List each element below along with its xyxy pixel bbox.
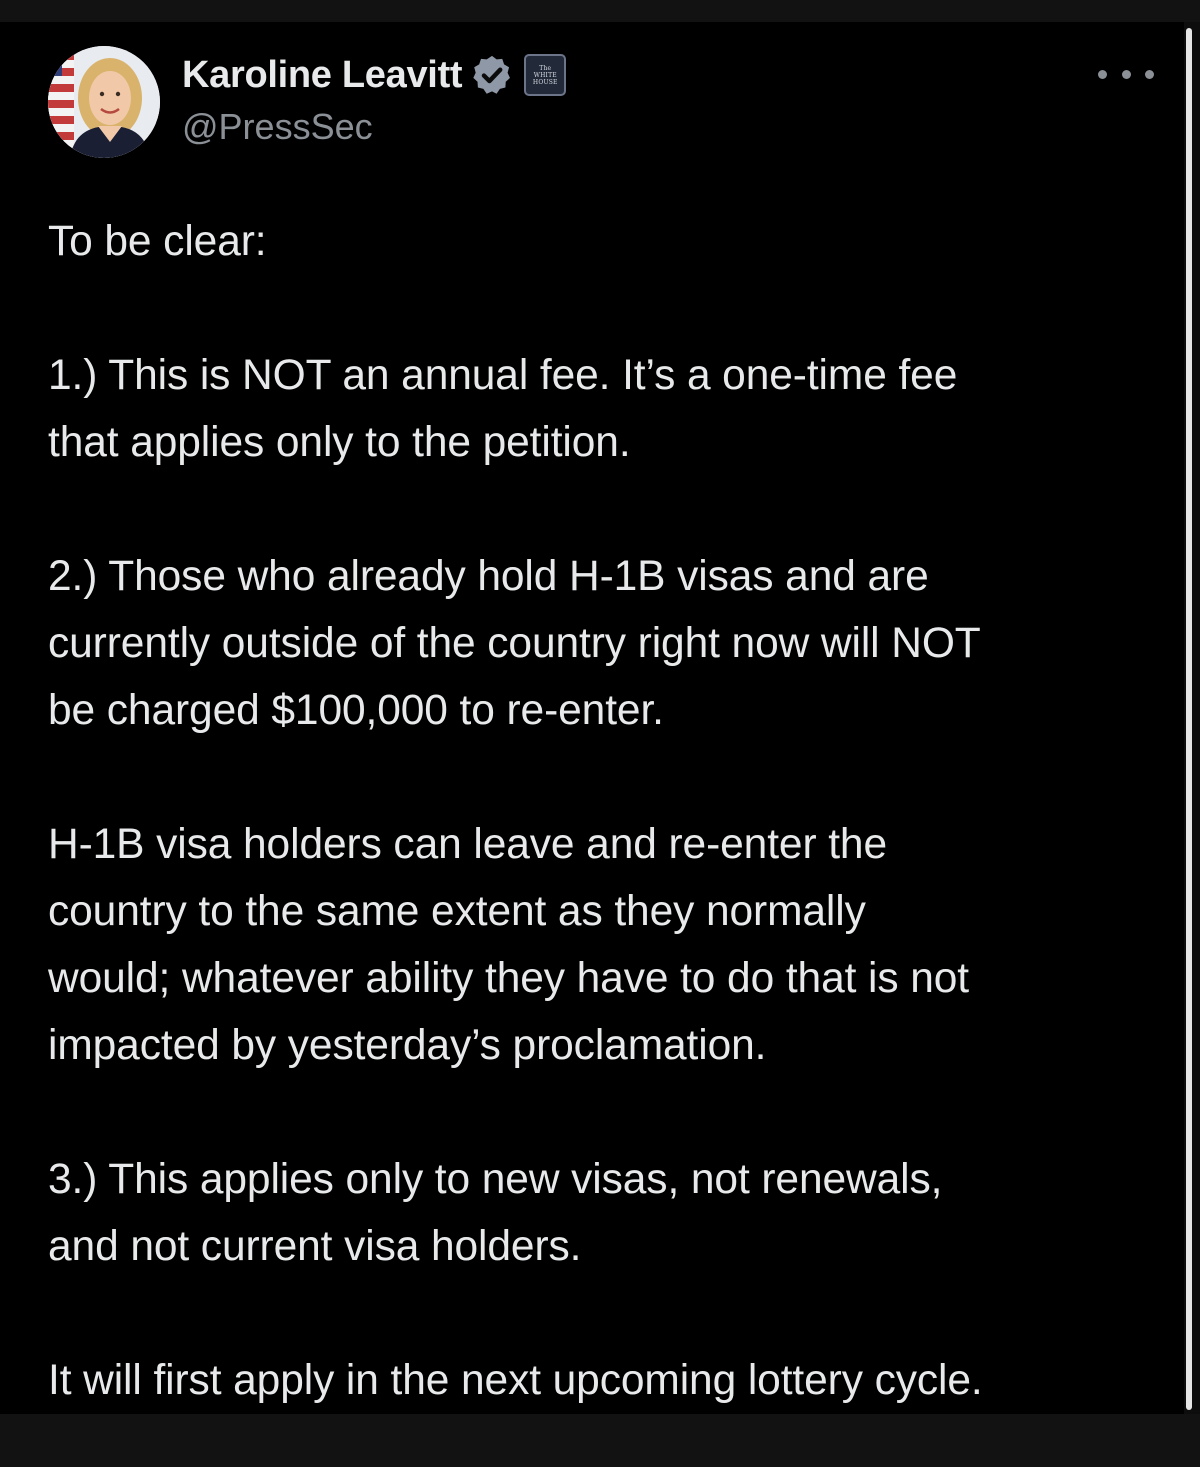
tweet-line: would; whatever ability they have to do that is not	[48, 955, 969, 1002]
tweet-line: To be clear:	[48, 218, 267, 265]
tweet-paragraph	[48, 543, 1168, 744]
white-house-badge-icon[interactable]	[524, 54, 566, 96]
tweet-line: 1.) This is NOT an annual fee. It’s a one-time fee	[48, 352, 958, 399]
badge-line-the: The	[539, 64, 552, 72]
tweet-line: be charged $100,000 to re-enter.	[48, 687, 664, 734]
more-options-icon[interactable]	[1098, 56, 1154, 92]
avatar-photo	[48, 46, 160, 158]
badge-line-house: HOUSE	[532, 78, 558, 86]
tweet-text	[48, 208, 1168, 1414]
author-display-name[interactable]: Karoline Leavitt	[182, 53, 463, 96]
scrollbar-thumb[interactable]	[1186, 28, 1192, 1410]
tweet-line: that applies only to the petition.	[48, 419, 631, 466]
more-dot	[1098, 70, 1107, 79]
tweet-line: 2.) Those who already hold H-1B visas and are	[48, 553, 929, 600]
more-dot	[1145, 70, 1154, 79]
author-handle[interactable]: @PressSec	[182, 106, 373, 147]
author-name-row	[182, 50, 566, 100]
tweet-paragraph	[48, 208, 1168, 275]
tweet-line: currently outside of the country right now will NOT	[48, 620, 981, 667]
tweet-paragraph	[48, 342, 1168, 476]
more-dot	[1122, 70, 1131, 79]
tweet-line: and not current visa holders.	[48, 1223, 582, 1270]
tweet-paragraph	[48, 1347, 1168, 1414]
tweet-line: H-1B visa holders can leave and re-enter the	[48, 821, 887, 868]
tweet-line: It will first apply in the next upcoming lottery cycle.	[48, 1357, 983, 1404]
tweet-paragraph	[48, 811, 1168, 1079]
tweet-card	[0, 22, 1184, 1414]
tweet-paragraph	[48, 1146, 1168, 1280]
tweet-line: impacted by yesterday’s proclamation.	[48, 1022, 767, 1069]
verified-badge-icon[interactable]	[470, 53, 514, 97]
tweet-line: 3.) This applies only to new visas, not renewals,	[48, 1156, 943, 1203]
tweet-line: country to the same extent as they normally	[48, 888, 866, 935]
badge-line-white: WHITE	[533, 71, 557, 79]
author-avatar[interactable]	[48, 46, 160, 158]
